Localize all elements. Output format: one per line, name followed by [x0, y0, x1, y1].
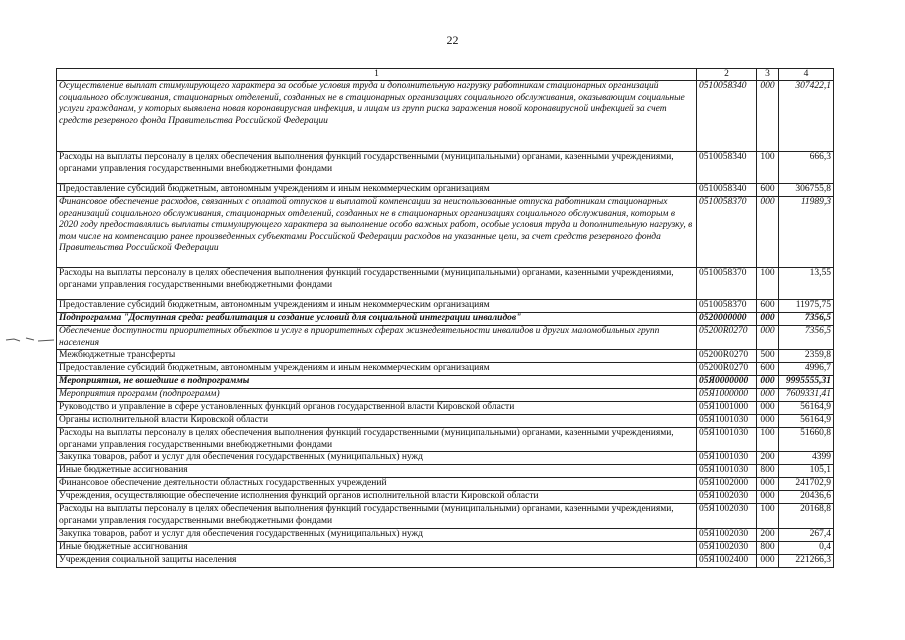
budget-table	[56, 68, 834, 568]
row-name: Предоставление субсидий бюджетным, автономным учреждениям и иным некоммерческим организациям	[57, 363, 697, 376]
row-name: Органы исполнительной власти Кировской области	[57, 415, 697, 428]
row-vr: 000	[757, 197, 779, 268]
row-code: 05Я1000000	[697, 389, 757, 402]
row-vr: 000	[757, 415, 779, 428]
row-sum: 307422,1	[779, 81, 834, 152]
table-row	[57, 313, 834, 326]
row-vr: 000	[757, 389, 779, 402]
table-row	[57, 504, 834, 528]
row-vr: 600	[757, 184, 779, 197]
table-row	[57, 452, 834, 465]
table-row	[57, 554, 834, 567]
row-code: 05200R0270	[697, 363, 757, 376]
row-name: Мероприятия программ (подпрограмм)	[57, 389, 697, 402]
row-sum: 7356,5	[779, 326, 834, 350]
table-row	[57, 184, 834, 197]
row-code: 0510058370	[697, 300, 757, 313]
row-vr: 000	[757, 491, 779, 504]
row-code: 05Я1001030	[697, 428, 757, 452]
row-sum: 11989,3	[779, 197, 834, 268]
row-code: 0520000000	[697, 313, 757, 326]
row-name: Расходы на выплаты персоналу в целях обеспечения выполнения функций государственными (муниципальными) органами, казенными учреждениями, органами управления государственными внебюджетными фондами	[57, 268, 697, 300]
row-sum: 306755,8	[779, 184, 834, 197]
row-sum: 666,3	[779, 152, 834, 184]
row-sum: 56164,9	[779, 415, 834, 428]
row-sum: 7609331,41	[779, 389, 834, 402]
row-code: 0510058370	[697, 268, 757, 300]
row-name: Подпрограмма "Доступная среда: реабилитация и создание условий для социальной интеграции инвалидов"	[57, 313, 697, 326]
table-row	[57, 402, 834, 415]
row-name: Закупка товаров, работ и услуг для обеспечения государственных (муниципальных) нужд	[57, 452, 697, 465]
table-row	[57, 491, 834, 504]
table-row	[57, 326, 834, 350]
row-sum: 11975,75	[779, 300, 834, 313]
table-row	[57, 363, 834, 376]
table-row	[57, 197, 834, 268]
table-row	[57, 268, 834, 300]
row-name: Финансовое обеспечение деятельности областных государственных учреждений	[57, 478, 697, 491]
header-name: 1	[57, 69, 697, 81]
table-row	[57, 350, 834, 363]
row-sum: 20436,6	[779, 491, 834, 504]
header-code: 2	[697, 69, 757, 81]
row-vr: 000	[757, 554, 779, 567]
row-vr: 000	[757, 81, 779, 152]
row-vr: 000	[757, 376, 779, 389]
row-name: Предоставление субсидий бюджетным, автономным учреждениям и иным некоммерческим организациям	[57, 184, 697, 197]
row-vr: 600	[757, 363, 779, 376]
row-vr: 200	[757, 452, 779, 465]
row-name: Расходы на выплаты персоналу в целях обеспечения выполнения функций государственными (муниципальными) органами, казенными учреждениями, органами управления государственными внебюджетными фондами	[57, 152, 697, 184]
row-vr: 800	[757, 541, 779, 554]
row-name: Иные бюджетные ассигнования	[57, 541, 697, 554]
row-sum: 267,4	[779, 528, 834, 541]
row-code: 05Я1002400	[697, 554, 757, 567]
row-code: 0510058370	[697, 197, 757, 268]
header-sum: 4	[779, 69, 834, 81]
row-name: Мероприятия, не вошедшие в подпрограммы	[57, 376, 697, 389]
row-sum: 7356,5	[779, 313, 834, 326]
table-row	[57, 428, 834, 452]
row-code: 05Я1002030	[697, 491, 757, 504]
row-code: 0510058340	[697, 81, 757, 152]
row-sum: 51660,8	[779, 428, 834, 452]
header-row	[57, 69, 834, 81]
table-row	[57, 81, 834, 152]
page-number: 22	[446, 33, 459, 47]
row-code: 05Я1001030	[697, 465, 757, 478]
row-code: 05200R0270	[697, 350, 757, 363]
row-vr: 600	[757, 300, 779, 313]
row-vr: 000	[757, 326, 779, 350]
table-row	[57, 528, 834, 541]
row-vr: 800	[757, 465, 779, 478]
row-name: Финансовое обеспечение расходов, связанных с оплатой отпусков и выплатой компенсации за неиспользованные отпуска работникам стационарных организаций социального обслуживания, стационарных отделений, созданных не в стационарных организациях социального обслуживания, которым в 2020 году предоставлялись выплаты стимулирующего характера за выполнение особо важных работ, особые условия труда и дополнительную нагрузку, в том числе на компенсацию ранее произведенных субъектами Российской Федерации расходов на указанные цели, за счет средств резервного фонда Правительства Российской Федерации	[57, 197, 697, 268]
row-code: 05Я1001000	[697, 402, 757, 415]
row-vr: 200	[757, 528, 779, 541]
row-name: Руководство и управление в сфере установленных функций органов государственной власти Кировской области	[57, 402, 697, 415]
row-vr: 000	[757, 402, 779, 415]
row-name: Учреждения, осуществляющие обеспечение исполнения функций органов исполнительной власти Кировской области	[57, 491, 697, 504]
table-body	[57, 81, 834, 568]
table-row	[57, 389, 834, 402]
row-name: Учреждения социальной защиты населения	[57, 554, 697, 567]
row-code: 05Я1001030	[697, 415, 757, 428]
table-row	[57, 415, 834, 428]
row-name: Расходы на выплаты персоналу в целях обеспечения выполнения функций государственными (муниципальными) органами, казенными учреждениями, органами управления государственными внебюджетными фондами	[57, 504, 697, 528]
table-row	[57, 541, 834, 554]
row-vr: 100	[757, 504, 779, 528]
row-vr: 100	[757, 428, 779, 452]
row-code: 0510058340	[697, 184, 757, 197]
row-vr: 100	[757, 268, 779, 300]
row-name: Иные бюджетные ассигнования	[57, 465, 697, 478]
row-code: 05Я1002030	[697, 528, 757, 541]
row-code: 0510058340	[697, 152, 757, 184]
row-name: Обеспечение доступности приоритетных объектов и услуг в приоритетных сферах жизнедеятельности инвалидов и других маломобильных групп населения	[57, 326, 697, 350]
row-sum: 2359,8	[779, 350, 834, 363]
row-name: Осуществление выплат стимулирующего характера за особые условия труда и дополнительную нагрузку работникам стационарных организаций социального обслуживания, стационарных отделений, созданных не в стационарных организациях социального обслуживания, оказывающим социальные услуги гражданам, у которых выявлена новая коронавирусная инфекция, и лицам из групп риска заражения новой коронавирусной инфекцией за счет средств резервного фонда Правительства Российской Федерации	[57, 81, 697, 152]
row-code: 05Я1001030	[697, 452, 757, 465]
row-name: Закупка товаров, работ и услуг для обеспечения государственных (муниципальных) нужд	[57, 528, 697, 541]
row-vr: 500	[757, 350, 779, 363]
row-sum: 56164,9	[779, 402, 834, 415]
row-sum: 4996,7	[779, 363, 834, 376]
row-name: Межбюджетные трансферты	[57, 350, 697, 363]
row-sum: 9995555,31	[779, 376, 834, 389]
table-row	[57, 152, 834, 184]
table-row	[57, 478, 834, 491]
row-sum: 4399	[779, 452, 834, 465]
row-code: 05200R0270	[697, 326, 757, 350]
row-code: 05Я0000000	[697, 376, 757, 389]
table-row	[57, 376, 834, 389]
row-sum: 0,4	[779, 541, 834, 554]
row-sum: 241702,9	[779, 478, 834, 491]
row-vr: 000	[757, 478, 779, 491]
row-code: 05Я1002000	[697, 478, 757, 491]
row-vr: 000	[757, 313, 779, 326]
table-row	[57, 300, 834, 313]
row-sum: 105,1	[779, 465, 834, 478]
margin-scan-mark	[4, 333, 56, 347]
table-row	[57, 465, 834, 478]
row-name: Расходы на выплаты персоналу в целях обеспечения выполнения функций государственными (муниципальными) органами, казенными учреждениями, органами управления государственными внебюджетными фондами	[57, 428, 697, 452]
row-code: 05Я1002030	[697, 504, 757, 528]
header-vr: 3	[757, 69, 779, 81]
row-sum: 20168,8	[779, 504, 834, 528]
row-vr: 100	[757, 152, 779, 184]
row-code: 05Я1002030	[697, 541, 757, 554]
row-sum: 13,55	[779, 268, 834, 300]
row-sum: 221266,3	[779, 554, 834, 567]
row-name: Предоставление субсидий бюджетным, автономным учреждениям и иным некоммерческим организациям	[57, 300, 697, 313]
